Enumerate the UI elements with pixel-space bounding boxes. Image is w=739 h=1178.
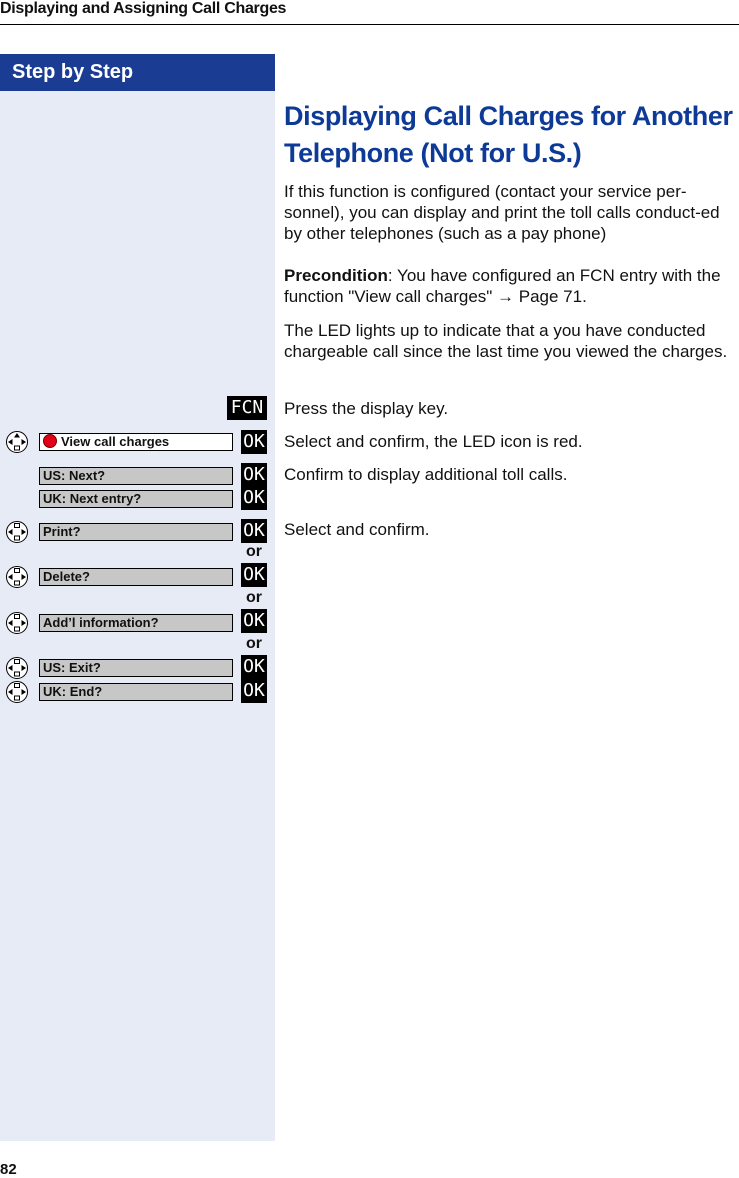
step-by-step-banner: Step by Step <box>0 54 275 91</box>
ok-key[interactable]: OK <box>241 655 267 679</box>
step-select-confirm: Select and confirm. <box>284 520 430 539</box>
or-label: or <box>246 589 262 606</box>
navigation-key-icon[interactable] <box>5 680 29 704</box>
navigation-key-icon[interactable] <box>5 611 29 635</box>
display-view-call-charges-label: View call charges <box>61 434 170 449</box>
display-us-next: US: Next? <box>39 467 233 485</box>
display-add-information: Add’l information? <box>39 614 233 632</box>
precondition-text: : You have configured an FCN entry with the function "View call charges" → Page 71. <box>284 266 721 306</box>
step-confirm-additional: Confirm to display additional toll calls. <box>284 465 568 484</box>
ok-key[interactable]: OK <box>241 679 267 703</box>
navigation-key-icon[interactable] <box>5 430 29 454</box>
step-press-display-key: Press the display key. <box>284 399 449 418</box>
ok-key[interactable]: OK <box>241 519 267 543</box>
intro-paragraph: If this function is configured (contact your service per-sonnel), you can display and print the toll calls conduct-ed by other telephones (such as a pay phone) <box>284 182 720 243</box>
ok-key[interactable]: OK <box>241 463 267 487</box>
precondition-paragraph <box>284 265 736 307</box>
navigation-key-icon[interactable] <box>5 565 29 589</box>
display-delete: Delete? <box>39 568 233 586</box>
fcn-key[interactable]: FCN <box>227 396 267 420</box>
section-heading: Displaying Call Charges for Another Telephone (Not for U.S.) <box>284 101 733 168</box>
display-us-exit: US: Exit? <box>39 659 233 677</box>
step-by-step-column <box>0 54 275 1141</box>
navigation-key-icon[interactable] <box>5 520 29 544</box>
page-number: 82 <box>0 1161 17 1178</box>
ok-key[interactable]: OK <box>241 430 267 454</box>
ok-key[interactable]: OK <box>241 563 267 587</box>
ok-key[interactable]: OK <box>241 486 267 510</box>
or-label: or <box>246 635 262 652</box>
or-label: or <box>246 543 262 560</box>
navigation-key-icon[interactable] <box>5 656 29 680</box>
display-uk-end: UK: End? <box>39 683 233 701</box>
header-rule <box>0 24 739 25</box>
step-select-confirm-led: Select and confirm, the LED icon is red. <box>284 432 583 451</box>
display-view-call-charges <box>39 433 233 451</box>
led-paragraph: The LED lights up to indicate that a you have conducted chargeable call since the last time you viewed the charges. <box>284 321 728 361</box>
running-header: Displaying and Assigning Call Charges <box>0 0 287 17</box>
display-uk-next-entry: UK: Next entry? <box>39 490 233 508</box>
precondition-label: Precondition <box>284 266 388 285</box>
ok-key[interactable]: OK <box>241 609 267 633</box>
led-icon <box>43 434 57 448</box>
display-print: Print? <box>39 523 233 541</box>
